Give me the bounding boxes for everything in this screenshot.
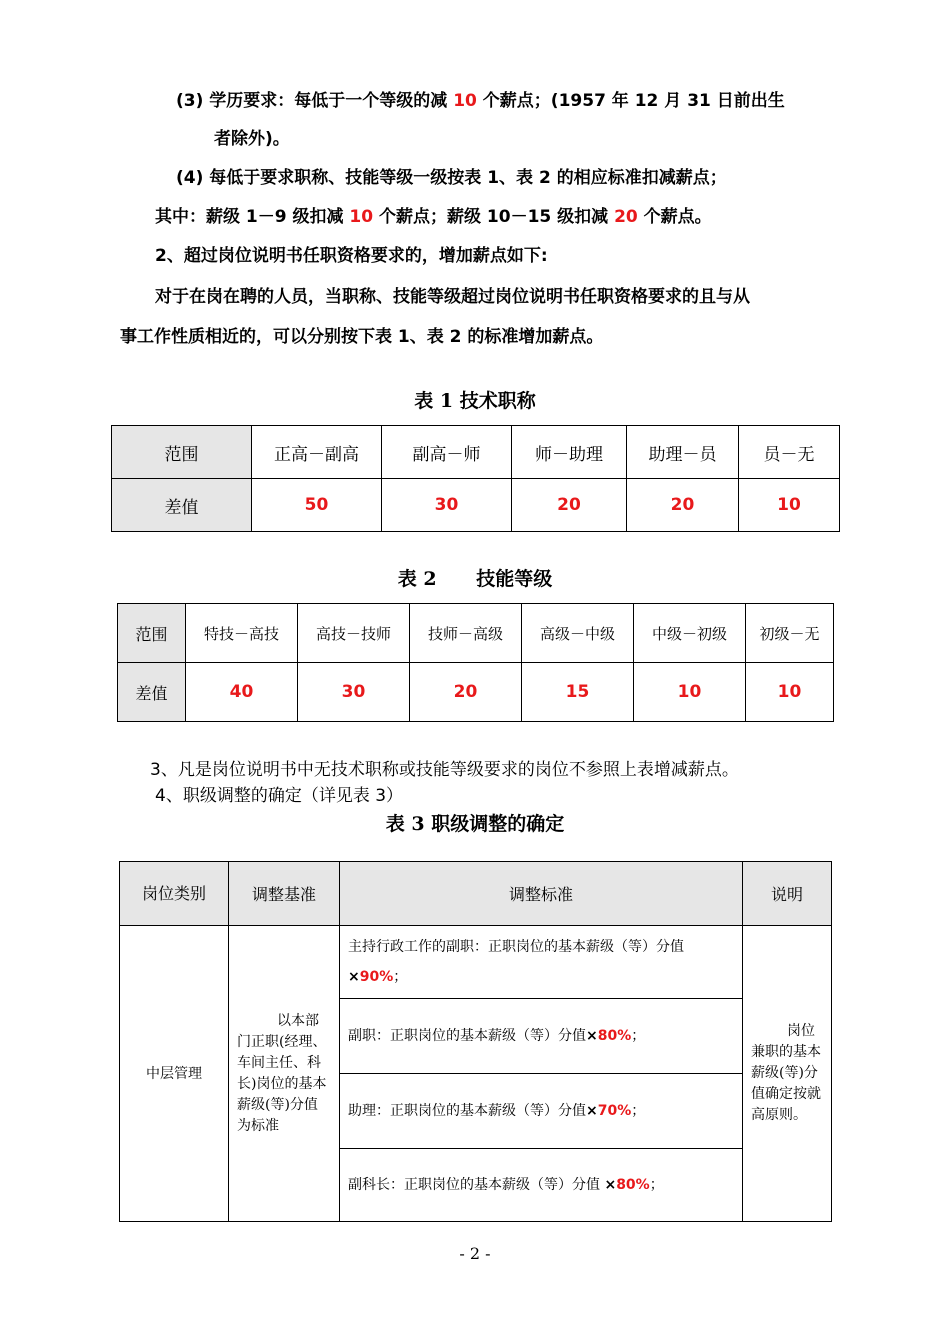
percent-value: 90% xyxy=(359,969,394,985)
header-adjustment-standard: 调整标准 xyxy=(340,862,743,926)
table-row xyxy=(118,663,834,722)
standard-cell xyxy=(340,1149,743,1222)
table-cell-value: 20 xyxy=(512,479,627,532)
standard-text: 主持行政工作的副职：正职岗位的基本薪级（等）分值 xyxy=(348,939,684,955)
table-row xyxy=(112,426,840,479)
paragraph-education-requirement xyxy=(176,86,785,111)
row-label-range: 范围 xyxy=(112,426,252,479)
table-cell: 初级－无 xyxy=(746,604,834,663)
table-cell: 技师－高级 xyxy=(410,604,522,663)
note-cell xyxy=(743,926,832,1222)
table-cell-value: 10 xyxy=(746,663,834,722)
table-cell-value: 20 xyxy=(410,663,522,722)
table-cell-value: 30 xyxy=(298,663,410,722)
standard-cell xyxy=(340,999,743,1074)
table-cell: 中级－初级 xyxy=(634,604,746,663)
deduction-value: 10 xyxy=(349,207,374,227)
multiply-sign: × xyxy=(348,969,360,985)
table-cell: 高级－中级 xyxy=(522,604,634,663)
note-text: 岗位兼职的基本薪级(等)分值确定按就高原则。 xyxy=(751,1023,821,1123)
header-note: 说明 xyxy=(743,862,832,926)
table1-technical-title xyxy=(111,425,840,532)
table2-title: 表 2 技能等级 xyxy=(397,568,553,590)
paragraph-grade-deduction xyxy=(155,202,712,227)
table-header-row xyxy=(120,862,832,926)
table-cell: 助理－员 xyxy=(627,426,739,479)
table-cell: 员－无 xyxy=(739,426,840,479)
basis-cell xyxy=(229,926,340,1222)
standard-end: ； xyxy=(631,1028,646,1044)
text: 其中：薪级 1－9 级扣减 xyxy=(155,207,350,227)
text: (3) 学历要求：每低于一个等级的减 xyxy=(176,91,454,111)
table-cell: 特技－高技 xyxy=(186,604,298,663)
category-cell: 中层管理 xyxy=(120,926,229,1222)
table-cell: 正高－副高 xyxy=(252,426,382,479)
table-cell: 高技－技师 xyxy=(298,604,410,663)
table-row xyxy=(112,479,840,532)
text: 个薪点。 xyxy=(637,207,712,227)
standard-cell xyxy=(340,926,743,999)
standard-end: ； xyxy=(649,1177,664,1193)
table2-skill-level xyxy=(117,603,834,722)
table-cell-value: 15 xyxy=(522,663,634,722)
paragraph-no-requirement: 3、凡是岗位说明书中无技术职称或技能等级要求的岗位不参照上表增减薪点。 xyxy=(150,760,739,780)
deduction-value: 10 xyxy=(453,91,477,111)
standard-text: 副科长：正职岗位的基本薪级（等）分值 xyxy=(348,1177,605,1193)
table-cell-value: 20 xyxy=(627,479,739,532)
standard-cell xyxy=(340,1074,743,1149)
table-cell-value: 50 xyxy=(252,479,382,532)
table-row xyxy=(118,604,834,663)
table-cell-value: 40 xyxy=(186,663,298,722)
table-cell: 副高－师 xyxy=(382,426,512,479)
table3-level-adjustment xyxy=(119,861,832,1222)
table-cell: 师－助理 xyxy=(512,426,627,479)
paragraph-title-skill-deduction: (4) 每低于要求职称、技能等级一级按表 1、表 2 的相应标准扣减薪点； xyxy=(176,168,727,188)
text: 个薪点；薪级 10－15 级扣减 xyxy=(373,207,615,227)
standard-text: 副职：正职岗位的基本薪级（等）分值 xyxy=(348,1028,586,1044)
deduction-value: 20 xyxy=(614,207,638,227)
row-label-diff: 差值 xyxy=(118,663,186,722)
table-cell-value: 10 xyxy=(634,663,746,722)
percent-value: 80% xyxy=(597,1028,632,1044)
multiply-sign: × xyxy=(604,1177,617,1193)
paragraph-increase-body: 对于在岗在聘的人员，当职称、技能等级超过岗位说明书任职资格要求的且与从 xyxy=(155,287,750,307)
paragraph-level-adjustment: 4、职级调整的确定（详见表 3） xyxy=(155,786,404,806)
table-row xyxy=(120,926,832,999)
percent-value: 80% xyxy=(616,1177,650,1193)
paragraph-increase-body-cont: 事工作性质相近的，可以分别按下表 1、表 2 的标准增加薪点。 xyxy=(120,327,604,347)
text: 个薪点；(1957 年 12 月 31 日前出生 xyxy=(476,91,785,111)
page-number: - 2 - xyxy=(459,1244,491,1263)
table1-title: 表 1 技术职称 xyxy=(414,390,536,412)
paragraph-education-requirement-cont: 者除外)。 xyxy=(214,129,290,149)
standard-text: 助理：正职岗位的基本薪级（等）分值 xyxy=(348,1103,586,1119)
table-cell-value: 10 xyxy=(739,479,840,532)
row-label-range: 范围 xyxy=(118,604,186,663)
header-adjustment-basis: 调整基准 xyxy=(229,862,340,926)
percent-value: 70% xyxy=(597,1103,632,1119)
table3-title: 表 3 职级调整的确定 xyxy=(385,813,565,835)
multiply-sign: × xyxy=(586,1028,598,1044)
table-cell-value: 30 xyxy=(382,479,512,532)
row-label-diff: 差值 xyxy=(112,479,252,532)
standard-end: ； xyxy=(393,969,408,985)
paragraph-increase-heading: 2、超过岗位说明书任职资格要求的，增加薪点如下: xyxy=(155,246,548,266)
header-position-category: 岗位类别 xyxy=(120,862,229,926)
basis-text: 以本部门正职(经理、车间主任、科长)岗位的基本薪级(等)分值 为标准 xyxy=(237,1012,327,1134)
standard-end: ； xyxy=(631,1103,646,1119)
multiply-sign: × xyxy=(586,1103,598,1119)
